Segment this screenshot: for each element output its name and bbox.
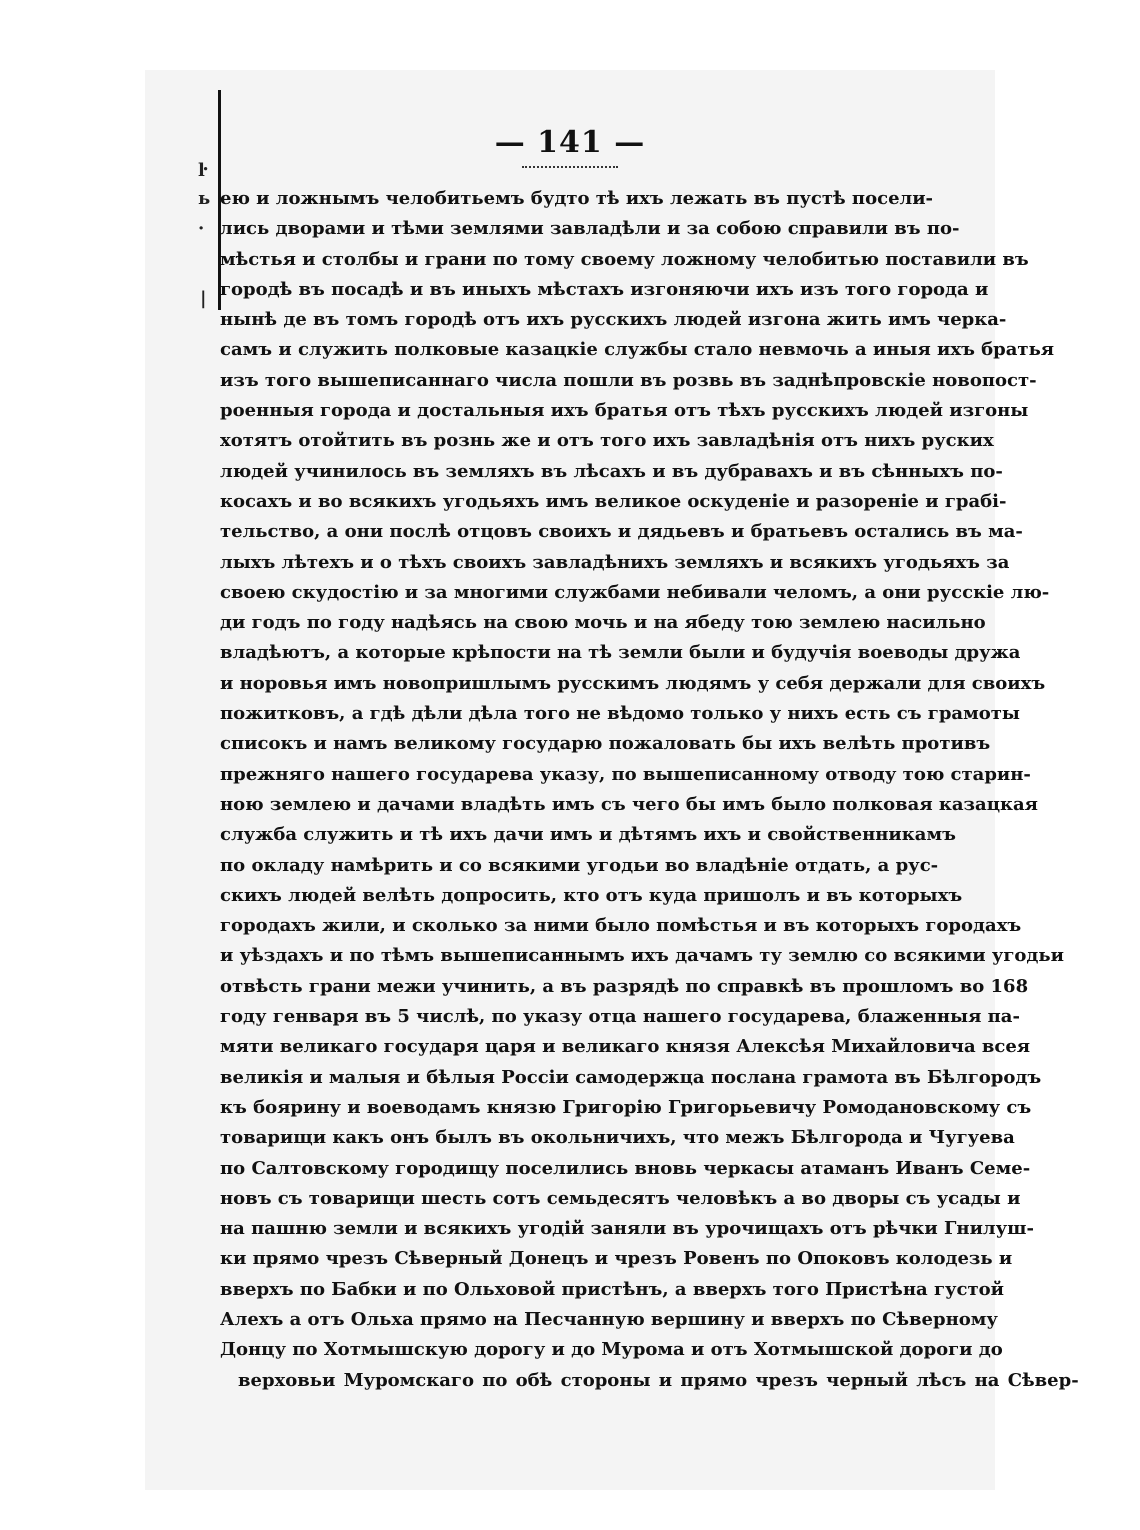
text-line: великія и малыя и бѣлыя Россіи самодержца послана грамота въ Бѣлгородъ (220, 1066, 1042, 1088)
text-line: ди годъ по году надѣясь на свою мочь и на ябеду тою землею насильно (220, 612, 986, 634)
text-line: нынѣ де въ томъ городѣ отъ ихъ русскихъ людей изгона жить имъ черка- (220, 309, 1007, 331)
text-line: самъ и служить полковые казацкіе службы стало невмочь а иныя ихъ братья (220, 339, 1055, 361)
text-line: списокъ и намъ великому государю пожаловать бы ихъ велѣть противъ (220, 733, 991, 755)
text-line: отвѣсть грани межи учинить, а въ разрядѣ по справкѣ въ прошломъ во 168 (220, 975, 1029, 997)
text-line: прежняго нашего государева указу, по вышеписанному отводу тою старин- (220, 763, 1031, 785)
text-line: ною землею и дачами владѣть имъ съ чего бы имъ было полковая казацкая (220, 793, 1038, 815)
text-line: вверхъ по Бабки и по Ольховой пристѣнъ, а вверхъ того Пристѣна густой (220, 1278, 1004, 1300)
text-line: новъ съ товарищи шесть сотъ семьдесятъ человѣкъ а во дворы съ усады и (220, 1187, 1021, 1209)
text-line: и норовья имъ новопришлымъ русскимъ людямъ у себя держали для своихъ (220, 672, 1046, 694)
margin-mark: | (200, 288, 207, 309)
text-line: роенныя города и достальныя ихъ братья отъ тѣхъ русскихъ людей изгоны (220, 400, 1029, 422)
text-line: изъ того вышеписаннаго числа пошли въ розвь въ заднѣпровскіе новопост- (220, 369, 1037, 391)
text-line: и уѣздахъ и по тѣмъ вышеписаннымъ ихъ дачамъ ту землю со всякими угодьи (220, 945, 1064, 967)
text-line: мяти великаго государя царя и великаго князя Алексѣя Михайловича всея (220, 1036, 1031, 1058)
page-number-underline (522, 160, 618, 168)
margin-mark: ŀ (198, 160, 205, 181)
text-line: пожитковъ, а гдѣ дѣли дѣла того не вѣдомо только у нихъ есть съ грамоты (220, 703, 1020, 725)
text-line: Донцу по Хотмышскую дорогу и до Мурома и отъ Хотмышской дороги до (220, 1339, 1003, 1361)
text-line: скихъ людей велѣть допросить, кто отъ куда пришолъ и въ которыхъ (220, 884, 963, 906)
text-line: косахъ и во всякихъ угодьяхъ имъ великое оскуденіе и разореніе и грабі- (220, 490, 1007, 512)
text-line: тельство, а они послѣ отцовъ своихъ и дядьевъ и братьевъ остались въ ма- (220, 521, 1023, 543)
text-line: году генваря въ 5 числѣ, по указу отца нашего государева, блаженныя па- (220, 1006, 1020, 1028)
text-line: владѣютъ, а которые крѣпости на тѣ земли были и будучія воеводы дружа (220, 642, 1021, 664)
text-line: Алехъ а отъ Ольха прямо на Песчанную вершину и вверхъ по Сѣверному (220, 1308, 998, 1330)
margin-mark: ь (198, 188, 211, 209)
text-line: ею и ложнымъ челобитьемъ будто тѣ ихъ лежать въ пустѣ посели- (220, 188, 934, 209)
text-line: товарищи какъ онъ былъ въ окольничихъ, что межъ Бѣлгорода и Чугуева (220, 1127, 1015, 1149)
text-line: лыхъ лѣтехъ и о тѣхъ своихъ завладѣнихъ земляхъ и всякихъ угодьяхъ за (220, 551, 1010, 573)
text-line: къ боярину и воеводамъ князю Григорію Григорьевичу Ромодановскому съ (220, 1096, 1032, 1118)
text-line: хотятъ отойтить въ рознь же и отъ того ихъ завладѣнія отъ нихъ руских (220, 430, 994, 452)
text-line: своею скудостію и за многими службами небивали челомъ, а они русскіе лю- (220, 581, 1050, 603)
margin-mark: · (198, 218, 205, 239)
text-line: по окладу намѣрить и со всякими угодьи во владѣніе отдать, а рус- (220, 854, 939, 876)
text-line: мѣстья и столбы и грани по тому своему ложному челобитью поставили въ (220, 248, 1029, 270)
text-line: по Салтовскому городищу поселились вновь черкасы атаманъ Иванъ Семе- (220, 1157, 1031, 1179)
text-line: служба служить и тѣ ихъ дачи имъ и дѣтямъ ихъ и свойственникамъ (220, 824, 956, 846)
text-line: людей учинилось въ земляхъ въ лѣсахъ и въ дубравахъ и въ сѣнныхъ по- (220, 460, 1003, 482)
text-line: ки прямо чрезъ Сѣверный Донецъ и чрезъ Ровенъ по Опоковъ колодезь и (220, 1248, 1013, 1270)
text-line: лись дворами и тѣми землями завладѣли и за собою справили въ по- (220, 218, 960, 240)
text-line: городѣ въ посадѣ и въ иныхъ мѣстахъ изгоняючи ихъ изъ того города и (220, 278, 989, 300)
text-line: на пашню земли и всякихъ угодій заняли въ урочищахъ отъ рѣчки Гнилуш- (220, 1218, 1034, 1240)
text-line: городахъ жили, и сколько за ними было помѣстья и въ которыхъ городахъ (220, 915, 1022, 937)
page-number: — 141 — (494, 125, 646, 160)
text-line: верховьи Муромскаго по обѣ стороны и прямо чрезъ черный лѣсъ на Сѣвер- (238, 1369, 1079, 1391)
body-text (220, 184, 1079, 1396)
